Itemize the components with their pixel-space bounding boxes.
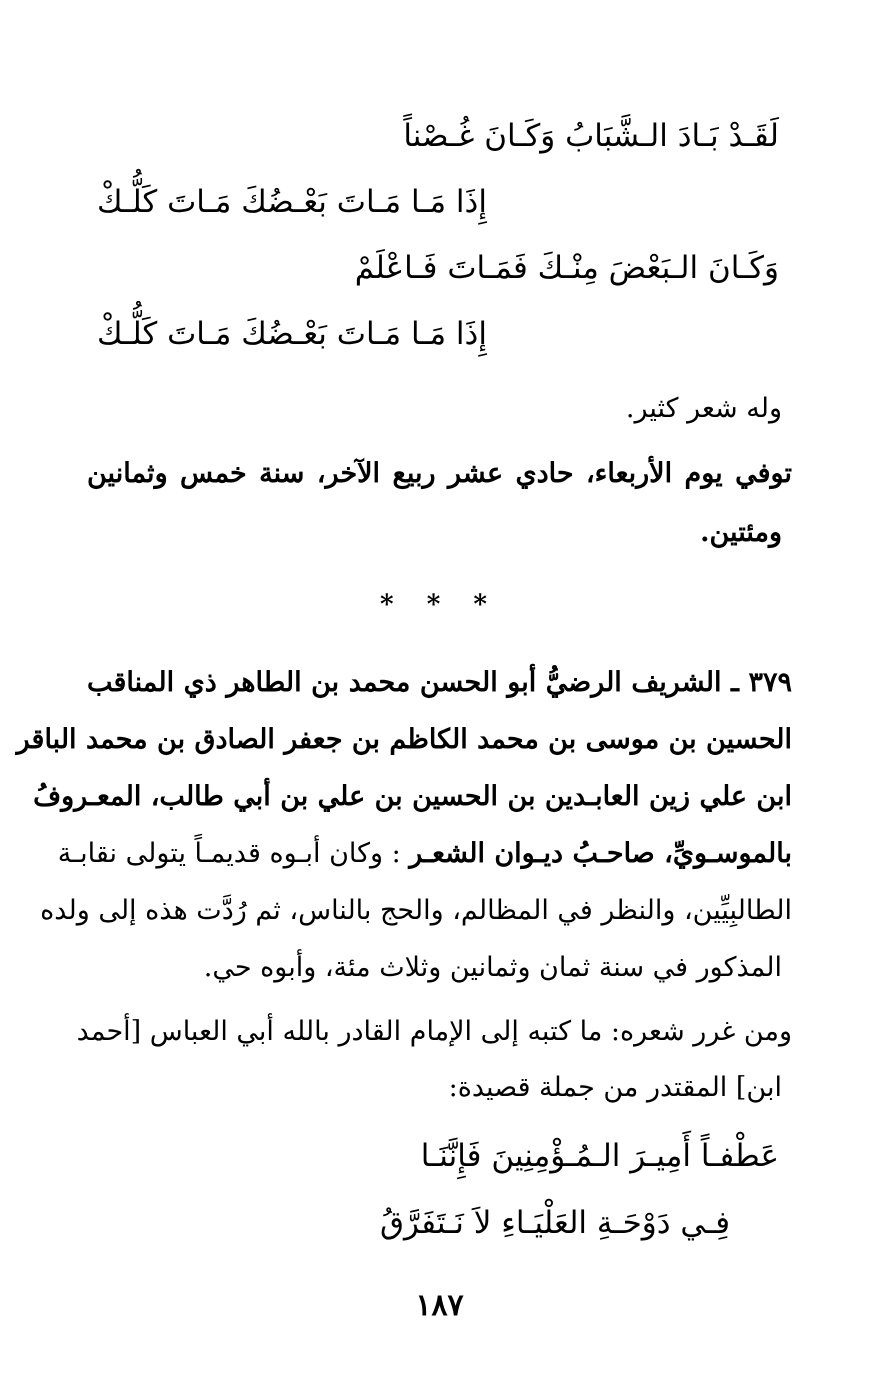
biography-line-4-bold: بالموسـويِّ، صاحـبُ ديـوان الشعـر xyxy=(409,838,792,869)
poetry-intro-line-2: ابن] المقتدر من جملة قصيدة: xyxy=(448,1072,782,1103)
poetry-intro-line-1: ومن غرر شعره: ما كتبه إلى الإمام القادر بالله أبي العباس [أحمد xyxy=(76,1016,792,1047)
verse-line-4: إِذَا مَـا مَـاتَ بَعْـضُكَ مَـاتَ كَلُّـكْ xyxy=(97,316,487,352)
biography-line-6: المذكور في سنة ثمان وثمانين وثلاث مئة، وأبوه حي. xyxy=(203,952,782,983)
verse-line-3: وَكَـانَ الـبَعْضَ مِنْـكَ فَمَـاتَ فَـاعْلَمْ xyxy=(354,250,779,286)
biography-line-3: ابن علي زين العابـدين بن الحسين بن علي بن أبي طالب، المعـروفُ xyxy=(33,781,792,812)
biography-line-5: الطالبِيِّين، والنظر في المظالم، والحج بالناس، ثم رُدَّت هذه إلى ولده xyxy=(40,895,792,926)
death-info-line-1: توفي يوم الأربعاء، حادي عشر ربيع الآخر، سنة خمس وثمانين xyxy=(87,458,792,489)
verse-line-5: عَطْفـاً أَمِيـرَ الـمُـؤْمِنِينَ فَإِنَّنَـا xyxy=(420,1138,779,1174)
page-number: ١٨٧ xyxy=(415,1288,464,1323)
verse-line-1: لَقَـدْ بَـادَ الـشَّبَابُ وَكَـانَ غُـصْناً xyxy=(403,118,779,154)
biography-line-2: الحسين بن موسى بن محمد الكاظم بن جعفر الصادق بن محمد الباقر xyxy=(16,724,792,755)
biography-line-4-normal: : وكان أبـوه قديمـاً يتولى نقابـة xyxy=(57,838,401,869)
death-info-line-2: ومئتين. xyxy=(700,517,782,548)
verse-line-6: فِـي دَوْحَـةِ العَلْيَـاءِ لاَ نَـتَفَرَّقُ xyxy=(380,1205,731,1241)
biography-line-4 xyxy=(57,838,792,869)
section-separator: * * * xyxy=(380,590,499,620)
biography-line-1: ٣٧٩ ـ الشريف الرضيُّ أبو الحسن محمد بن الطاهر ذي المناقب xyxy=(87,667,792,698)
verse-line-2: إِذَا مَـا مَـاتَ بَعْـضُكَ مَـاتَ كَلُّـكْ xyxy=(97,184,487,220)
intro-text: وله شعر كثير. xyxy=(625,393,782,424)
